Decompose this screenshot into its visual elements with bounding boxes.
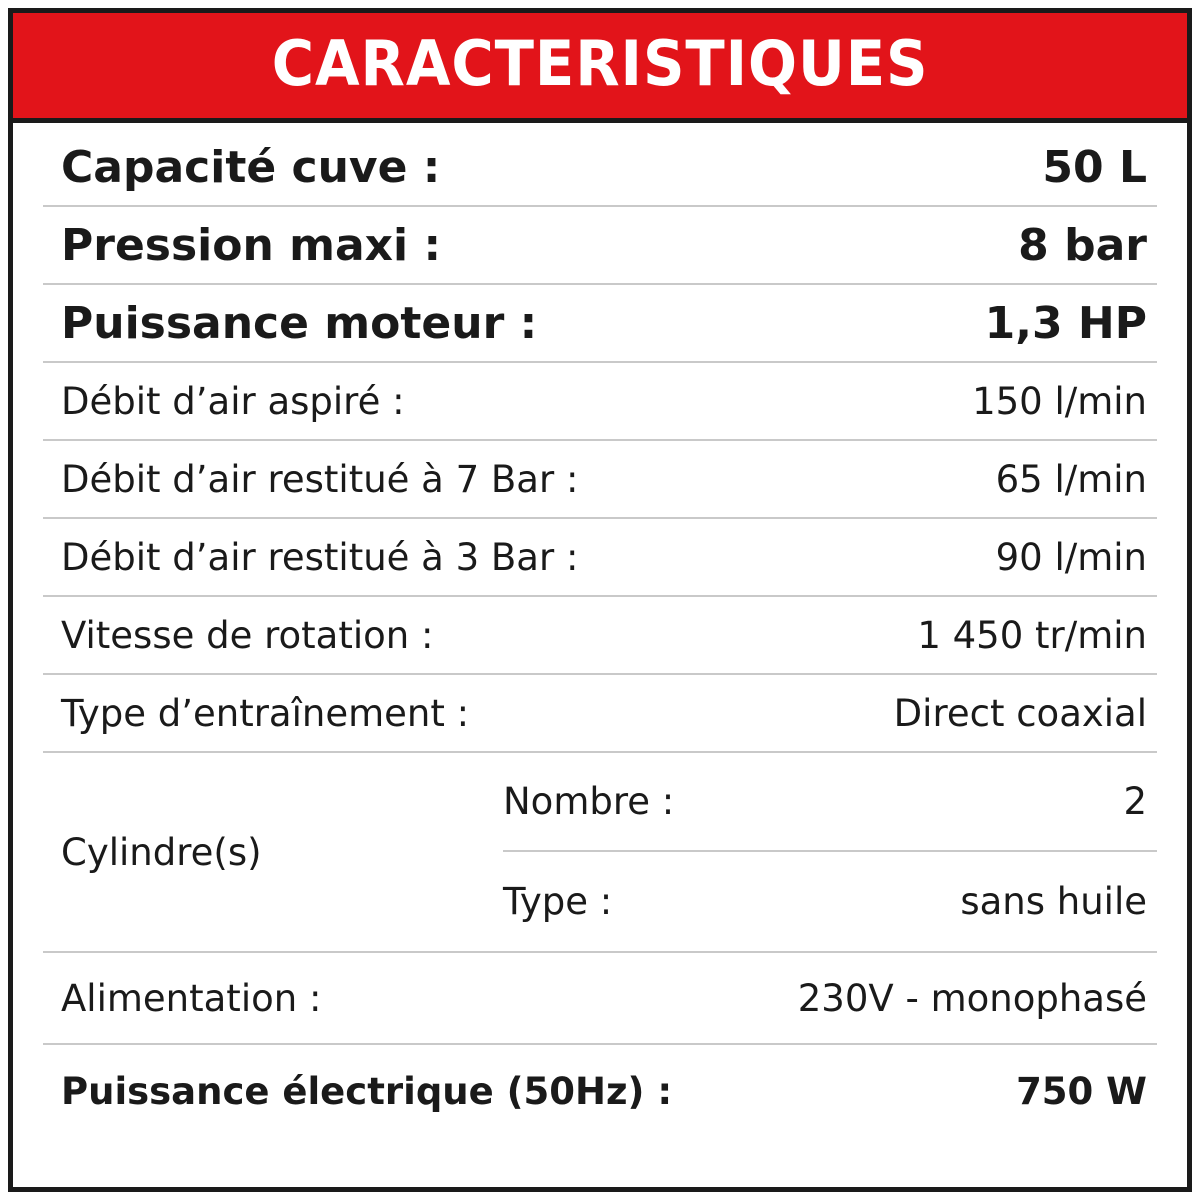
spec-label: Vitesse de rotation : (61, 613, 434, 657)
table-row (43, 285, 1157, 363)
spec-value: 150 l/min (972, 379, 1147, 423)
spec-value: 230V - monophasé (797, 976, 1147, 1020)
spec-value: Direct coaxial (893, 691, 1147, 735)
page-title: CARACTERISTIQUES (271, 26, 929, 100)
spec-label: Cylindre(s) (61, 830, 262, 874)
spec-value: 1,3 HP (984, 297, 1147, 349)
spec-label: Débit d’air restitué à 7 Bar : (61, 457, 579, 501)
spec-label: Puissance électrique (50Hz) : (61, 1069, 673, 1113)
spec-label: Débit d’air aspiré : (61, 379, 405, 423)
specifications-table (13, 123, 1187, 1187)
spec-value: 50 L (1042, 141, 1147, 193)
table-row (43, 207, 1157, 285)
table-row (43, 597, 1157, 675)
table-row (43, 953, 1157, 1045)
table-row (43, 519, 1157, 597)
table-row (503, 753, 1157, 852)
spec-value: 8 bar (1018, 219, 1147, 271)
table-row (43, 1045, 1157, 1137)
spec-label: Type : (503, 880, 613, 923)
spec-label: Nombre : (503, 780, 675, 823)
spec-value: 90 l/min (995, 535, 1147, 579)
card-header-band (13, 13, 1187, 123)
spec-label: Pression maxi : (61, 219, 442, 271)
spec-value: 65 l/min (995, 457, 1147, 501)
table-row (43, 675, 1157, 753)
spec-label: Puissance moteur : (61, 297, 538, 349)
table-row (503, 852, 1157, 951)
spec-label: Alimentation : (61, 976, 322, 1020)
table-row (43, 441, 1157, 519)
spec-value: 750 W (1016, 1069, 1147, 1113)
table-row (43, 129, 1157, 207)
spec-value: 1 450 tr/min (917, 613, 1147, 657)
spec-value: 2 (1123, 780, 1147, 823)
spec-label: Capacité cuve : (61, 141, 441, 193)
spec-label: Débit d’air restitué à 3 Bar : (61, 535, 579, 579)
spec-value: sans huile (960, 880, 1147, 923)
spec-label: Type d’entraînement : (61, 691, 470, 735)
specifications-card (8, 8, 1192, 1192)
table-row-group-cylinders (43, 753, 1157, 953)
cylinder-subtable (503, 753, 1157, 951)
table-row (43, 363, 1157, 441)
